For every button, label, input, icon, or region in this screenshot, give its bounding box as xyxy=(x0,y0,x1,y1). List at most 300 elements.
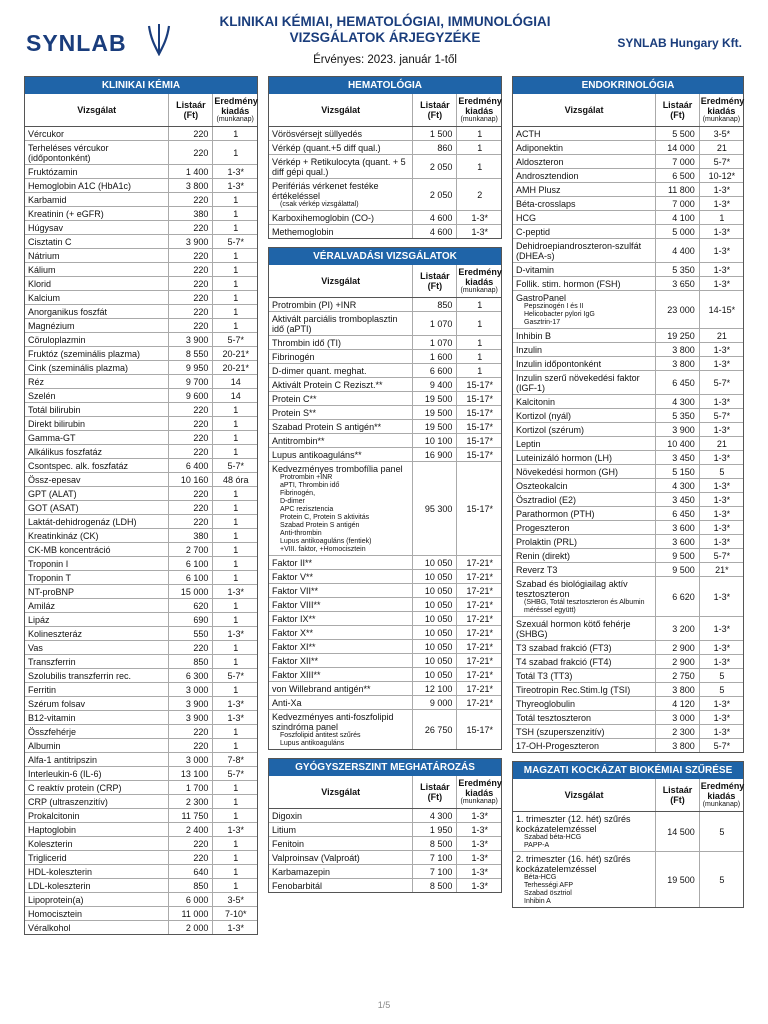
column-header-price: Listaár (Ft) xyxy=(413,265,457,298)
test-name-cell xyxy=(513,465,656,479)
table-row xyxy=(269,696,501,710)
test-price: 5 350 xyxy=(656,409,700,423)
test-result-days: 1 xyxy=(213,879,257,893)
test-result-days: 1 xyxy=(213,305,257,319)
column-header-result-unit: (munkanap) xyxy=(460,798,498,805)
table-row xyxy=(25,417,257,431)
test-price: 3 650 xyxy=(656,277,700,291)
table-row xyxy=(25,165,257,179)
table-row xyxy=(513,711,743,725)
test-result-days: 1-3* xyxy=(213,585,257,599)
test-price: 10 050 xyxy=(413,556,457,570)
test-name: Összfehérje xyxy=(28,727,77,737)
test-name-cell xyxy=(25,361,169,375)
test-result-days: 1-3* xyxy=(699,479,743,493)
test-price: 3 900 xyxy=(656,423,700,437)
test-name-cell xyxy=(513,739,656,753)
test-name: Béta-crosslaps xyxy=(516,199,576,209)
test-detail: Béta-HCG xyxy=(524,874,557,881)
test-name: Koleszterin xyxy=(28,839,73,849)
test-name: Szabad és biológiailag aktív tesztoszteron xyxy=(516,579,628,599)
test-result-days: 1 xyxy=(213,319,257,333)
test-result-days: 1-3* xyxy=(699,507,743,521)
test-price: 19 500 xyxy=(413,406,457,420)
test-name: Szelén xyxy=(28,391,56,401)
test-name: D-dimer quant. meghat. xyxy=(272,366,367,376)
test-price: 10 100 xyxy=(413,434,457,448)
test-price: 3 450 xyxy=(656,493,700,507)
table-row xyxy=(25,767,257,781)
test-name: Inhibin B xyxy=(516,331,552,341)
test-name-cell xyxy=(269,127,413,141)
table-row xyxy=(513,197,743,211)
test-price: 10 050 xyxy=(413,668,457,682)
test-price: 850 xyxy=(169,879,213,893)
test-name: Oszteokalcin xyxy=(516,481,568,491)
test-name-cell xyxy=(25,389,169,403)
test-name: Vörösvérsejt süllyedés xyxy=(272,129,363,139)
test-result-days: 5 xyxy=(699,812,743,852)
test-result-days: 1-3* xyxy=(227,923,244,933)
table-row xyxy=(513,451,743,465)
test-name: 17-OH-Progeszteron xyxy=(516,741,600,751)
test-name-cell xyxy=(513,563,656,577)
test-price: 6 300 xyxy=(169,669,213,683)
test-name-cell xyxy=(513,451,656,465)
test-name-cell xyxy=(269,584,413,598)
test-price: 4 300 xyxy=(656,395,700,409)
test-name: Vas xyxy=(28,643,43,653)
header-row xyxy=(269,94,501,127)
test-detail: Helicobacter pylori IgG xyxy=(524,311,595,318)
test-name: Aldoszteron xyxy=(516,157,564,167)
test-name-cell xyxy=(269,682,413,696)
table-row xyxy=(269,710,501,750)
test-price: 2 900 xyxy=(656,641,700,655)
table-row xyxy=(25,599,257,613)
section-magzati-kockazat xyxy=(512,761,744,908)
table-row xyxy=(25,305,257,319)
test-result-days: 17-21* xyxy=(457,598,501,612)
test-price: 3 000 xyxy=(169,753,213,767)
test-price: 1 070 xyxy=(413,312,457,336)
test-detail: Szabad ösztriol xyxy=(524,890,572,897)
test-price: 5 000 xyxy=(656,225,700,239)
table-row xyxy=(513,211,743,225)
test-result-days: 1 xyxy=(213,851,257,865)
test-price: 1 070 xyxy=(413,336,457,350)
test-price: 550 xyxy=(169,627,213,641)
test-price: 4 120 xyxy=(656,697,700,711)
test-result-days: 1-3* xyxy=(213,627,257,641)
table-row xyxy=(269,127,501,141)
test-name: Karbamazepin xyxy=(272,867,331,877)
test-name-cell xyxy=(269,598,413,612)
test-price: 220 xyxy=(169,221,213,235)
column-header-test: Vizsgálat xyxy=(513,779,656,812)
test-result-days: 1 xyxy=(213,809,257,823)
test-name-cell xyxy=(513,852,656,908)
test-price: 14 000 xyxy=(656,141,700,155)
test-price: 4 600 xyxy=(413,211,457,225)
test-name-cell xyxy=(25,207,169,221)
test-name: Fenitoin xyxy=(272,839,305,849)
table-row xyxy=(269,809,501,823)
test-result-days: 3-5* xyxy=(213,893,257,907)
test-name-cell xyxy=(25,431,169,445)
test-price: 3 800 xyxy=(656,343,700,357)
test-result-days: 15-17* xyxy=(457,434,501,448)
test-name: Reverz T3 xyxy=(516,565,558,575)
test-name: Dehidroepiandroszteron-szulfát (DHEA-s) xyxy=(516,241,642,261)
test-price: 9 600 xyxy=(169,389,213,403)
test-name-cell xyxy=(25,725,169,739)
table-row xyxy=(269,837,501,851)
table-row xyxy=(269,211,501,225)
test-name: Szabad Protein S antigén** xyxy=(272,422,382,432)
table-row xyxy=(25,333,257,347)
test-name-cell xyxy=(513,155,656,169)
test-price: 220 xyxy=(169,319,213,333)
test-name-cell xyxy=(269,823,413,837)
table-row xyxy=(513,739,743,753)
test-name-cell xyxy=(513,371,656,395)
test-result-days: 15-17* xyxy=(457,378,501,392)
test-result-days: 15-17* xyxy=(466,725,493,735)
column-header-result xyxy=(213,94,257,127)
test-price: 5 150 xyxy=(656,465,700,479)
page-header xyxy=(0,0,768,72)
table-row xyxy=(25,207,257,221)
table-row xyxy=(25,389,257,403)
test-name-cell xyxy=(513,697,656,711)
test-detail: Protrombin +INR xyxy=(280,474,333,481)
test-name: Haptoglobin xyxy=(28,825,77,835)
table-row xyxy=(269,640,501,654)
test-name-cell xyxy=(513,535,656,549)
test-price: 4 300 xyxy=(656,479,700,493)
test-name: Prolaktin (PRL) xyxy=(516,537,578,547)
test-price: 3 600 xyxy=(656,535,700,549)
table-row xyxy=(269,155,501,179)
test-name: Kálium xyxy=(28,265,56,275)
test-price: 6 000 xyxy=(169,893,213,907)
table-row xyxy=(269,462,501,556)
test-price: 10 050 xyxy=(413,584,457,598)
test-price: 220 xyxy=(169,501,213,515)
test-name: Cöruloplazmin xyxy=(28,335,86,345)
test-price: 6 100 xyxy=(169,557,213,571)
table-row xyxy=(513,329,743,343)
test-result-days: 15-17* xyxy=(457,462,501,556)
test-name: Faktor V** xyxy=(272,572,314,582)
table-row xyxy=(25,739,257,753)
test-result-days: 5-7* xyxy=(699,155,743,169)
test-name-cell xyxy=(513,641,656,655)
section-gyogyszerszint xyxy=(268,758,502,893)
test-name-cell xyxy=(513,549,656,563)
header-row xyxy=(269,776,501,809)
table-row xyxy=(25,641,257,655)
test-name-cell xyxy=(269,350,413,364)
test-name: Thyreoglobulin xyxy=(516,699,576,709)
test-name: Thrombin idő (TI) xyxy=(272,338,342,348)
test-name: Ösztradiol (E2) xyxy=(516,495,577,505)
table-row xyxy=(25,893,257,907)
table-row xyxy=(269,556,501,570)
test-price: 5 350 xyxy=(656,263,700,277)
test-name: Direkt bilirubin xyxy=(28,419,86,429)
test-price: 12 100 xyxy=(413,682,457,696)
test-name: Aktivált parciális tromboplasztin idő (aPTI) xyxy=(272,314,398,334)
test-price: 11 750 xyxy=(169,809,213,823)
test-price: 10 050 xyxy=(413,570,457,584)
section-title: HEMATOLÓGIA xyxy=(269,77,501,94)
price-table xyxy=(269,776,501,892)
test-result-days: 1 xyxy=(213,249,257,263)
test-name-cell xyxy=(269,462,413,556)
table-row xyxy=(513,683,743,697)
test-result-days: 17-21* xyxy=(457,668,501,682)
test-name-cell xyxy=(513,225,656,239)
test-name: Amiláz xyxy=(28,601,56,611)
test-name-cell xyxy=(25,809,169,823)
test-price: 220 xyxy=(169,403,213,417)
test-price: 220 xyxy=(169,277,213,291)
test-name: CK-MB koncentráció xyxy=(28,545,111,555)
test-price: 3 900 xyxy=(169,333,213,347)
test-name-cell xyxy=(513,409,656,423)
test-name: Lupus antikoaguláns** xyxy=(272,450,362,460)
test-result-days: 1-3* xyxy=(699,493,743,507)
test-name-cell xyxy=(25,515,169,529)
test-detail: Szabad Protein S antigén xyxy=(280,522,360,529)
test-name: Kalcitonin xyxy=(516,397,556,407)
test-name-cell xyxy=(269,696,413,710)
test-name-cell xyxy=(513,812,656,852)
test-price: 6 500 xyxy=(656,169,700,183)
test-result-days: 5 xyxy=(719,875,725,885)
test-result-days: 1 xyxy=(213,837,257,851)
test-result-days: 5 xyxy=(699,669,743,683)
test-price: 4 600 xyxy=(413,225,457,239)
test-name-cell xyxy=(269,570,413,584)
column-header-result xyxy=(699,779,743,812)
table-row xyxy=(25,501,257,515)
test-name: Fibrinogén xyxy=(272,352,315,362)
test-price: 13 100 xyxy=(169,767,213,781)
test-name-cell xyxy=(25,291,169,305)
test-price: 9 500 xyxy=(656,549,700,563)
test-name-cell xyxy=(25,585,169,599)
test-price: 19 250 xyxy=(656,329,700,343)
test-name-cell xyxy=(513,239,656,263)
test-name: Luteinizáló hormon (LH) xyxy=(516,453,613,463)
test-name-cell xyxy=(513,183,656,197)
table-row xyxy=(25,613,257,627)
test-result-days: 1-3* xyxy=(213,711,257,725)
test-name: Totál tesztoszteron xyxy=(516,713,592,723)
test-price: 10 400 xyxy=(656,437,700,451)
test-name-cell xyxy=(25,599,169,613)
test-result-days: 17-21* xyxy=(457,682,501,696)
table-row xyxy=(513,141,743,155)
test-name: Renin (direkt) xyxy=(516,551,571,561)
test-name-cell xyxy=(513,127,656,141)
test-result-days: 5 xyxy=(699,465,743,479)
test-result-days: 1 xyxy=(457,141,501,155)
test-name-cell xyxy=(25,403,169,417)
table-row xyxy=(269,364,501,378)
test-name-cell xyxy=(25,711,169,725)
test-result-days: 1 xyxy=(457,312,501,336)
section-title: VÉRALVADÁSI VIZSGÁLATOK xyxy=(269,248,501,265)
test-name: GastroPanel xyxy=(516,293,567,303)
table-row xyxy=(513,155,743,169)
test-name-cell xyxy=(513,395,656,409)
test-result-days: 17-21* xyxy=(457,654,501,668)
table-row xyxy=(513,343,743,357)
table-row xyxy=(513,507,743,521)
test-name-cell xyxy=(25,529,169,543)
test-result-days: 1-3* xyxy=(699,655,743,669)
test-name-cell xyxy=(269,626,413,640)
test-price: 220 xyxy=(169,445,213,459)
column-header-price: Listaár (Ft) xyxy=(169,94,213,127)
table-row xyxy=(513,225,743,239)
test-name: Troponin T xyxy=(28,573,72,583)
section-title: MAGZATI KOCKÁZAT BIOKÉMIAI SZŰRÉSE xyxy=(513,762,743,779)
price-table xyxy=(513,779,743,907)
test-name: Homocisztein xyxy=(28,909,83,919)
test-name: Follik. stim. hormon (FSH) xyxy=(516,279,621,289)
test-name-cell xyxy=(513,507,656,521)
test-name: Vércukor xyxy=(28,129,65,139)
test-result-days: 15-17* xyxy=(457,392,501,406)
test-name: Leptin xyxy=(516,439,541,449)
test-name: Össz-epesav xyxy=(28,475,81,485)
test-name: C reaktív protein (CRP) xyxy=(28,783,122,793)
table-row xyxy=(25,347,257,361)
test-result-days: 20-21* xyxy=(213,347,257,361)
test-name: Faktor X** xyxy=(272,628,314,638)
test-name-cell xyxy=(25,473,169,487)
test-price: 6 400 xyxy=(169,459,213,473)
test-detail: Inhibin A xyxy=(524,898,551,905)
test-result-days: 1-3* xyxy=(699,343,743,357)
table-row xyxy=(25,711,257,725)
table-row xyxy=(513,357,743,371)
table-row xyxy=(269,312,501,336)
test-price: 220 xyxy=(169,127,213,141)
test-price: 8 550 xyxy=(169,347,213,361)
test-detail: Fibrinogén, xyxy=(280,490,316,497)
test-detail: Lupus antikoaguláns xyxy=(280,740,345,747)
test-name-cell xyxy=(269,640,413,654)
test-price: 95 300 xyxy=(413,462,457,556)
table-row xyxy=(25,823,257,837)
test-name-cell xyxy=(513,263,656,277)
test-name: Kortizol (nyál) xyxy=(516,411,572,421)
test-result-days: 1 xyxy=(213,141,257,165)
test-result-days: 5-7* xyxy=(213,235,257,249)
test-name: Perifériás vérkenet festéke értékeléssel xyxy=(272,181,379,201)
test-name: Kreatinin (+ eGFR) xyxy=(28,209,104,219)
test-name: Antitrombin** xyxy=(272,436,325,446)
test-result-days: 1 xyxy=(213,781,257,795)
table-row xyxy=(513,423,743,437)
test-result-days: 1-3* xyxy=(699,225,743,239)
test-price: 6 450 xyxy=(656,507,700,521)
table-row xyxy=(25,515,257,529)
table-row xyxy=(513,669,743,683)
test-name: D-vitamin xyxy=(516,265,555,275)
test-result-days: 1 xyxy=(213,127,257,141)
test-price: 11 800 xyxy=(656,183,700,197)
test-price: 220 xyxy=(169,417,213,431)
test-result-days: 5 xyxy=(699,683,743,697)
column-header-result xyxy=(457,265,501,298)
test-name-cell xyxy=(513,655,656,669)
test-result-days: 1 xyxy=(213,263,257,277)
test-name: Vérkép (quant.+5 diff qual.) xyxy=(272,143,381,153)
test-name: Protein C** xyxy=(272,394,317,404)
test-detail: Szabad béta-HCG xyxy=(524,834,582,841)
test-result-days: 1 xyxy=(213,501,257,515)
test-name-cell xyxy=(269,556,413,570)
test-result-days: 1-3* xyxy=(699,239,743,263)
test-name: Nátrium xyxy=(28,251,60,261)
table-row xyxy=(513,549,743,563)
test-result-days: 5-7* xyxy=(213,459,257,473)
test-name-cell xyxy=(513,291,656,329)
test-price: 3 900 xyxy=(169,697,213,711)
page-number: 1/5 xyxy=(377,1000,391,1010)
test-result-days: 1-3* xyxy=(471,227,488,237)
test-name-cell xyxy=(25,851,169,865)
test-price: 220 xyxy=(169,141,213,165)
table-row xyxy=(269,626,501,640)
table-row xyxy=(25,319,257,333)
test-price: 640 xyxy=(169,865,213,879)
test-name: CRP (ultraszenzitív) xyxy=(28,797,108,807)
test-result-days: 5-7* xyxy=(699,549,743,563)
column-right xyxy=(512,76,744,916)
section-veralvadasi xyxy=(268,247,502,750)
test-result-days: 1 xyxy=(213,515,257,529)
test-result-days: 1-3* xyxy=(699,521,743,535)
test-result-days: 1-3* xyxy=(457,837,501,851)
column-header-result-unit: (munkanap) xyxy=(216,116,254,123)
test-name-cell xyxy=(25,753,169,767)
test-name: Faktor VII** xyxy=(272,586,319,596)
table-row xyxy=(25,753,257,767)
test-result-days: 1-3* xyxy=(213,697,257,711)
column-header-result-label: Eredmény kiadás xyxy=(458,96,502,116)
test-result-days: 1-3* xyxy=(699,697,743,711)
test-price: 10 050 xyxy=(413,612,457,626)
test-result-days: 1 xyxy=(213,795,257,809)
test-result-days: 1-3* xyxy=(699,535,743,549)
table-row xyxy=(25,725,257,739)
test-name-cell xyxy=(25,795,169,809)
table-row xyxy=(25,837,257,851)
test-name-cell xyxy=(25,417,169,431)
test-name-cell xyxy=(513,577,656,617)
test-name: Növekedési hormon (GH) xyxy=(516,467,619,477)
price-table xyxy=(513,94,743,752)
test-result-days: 1 xyxy=(213,431,257,445)
